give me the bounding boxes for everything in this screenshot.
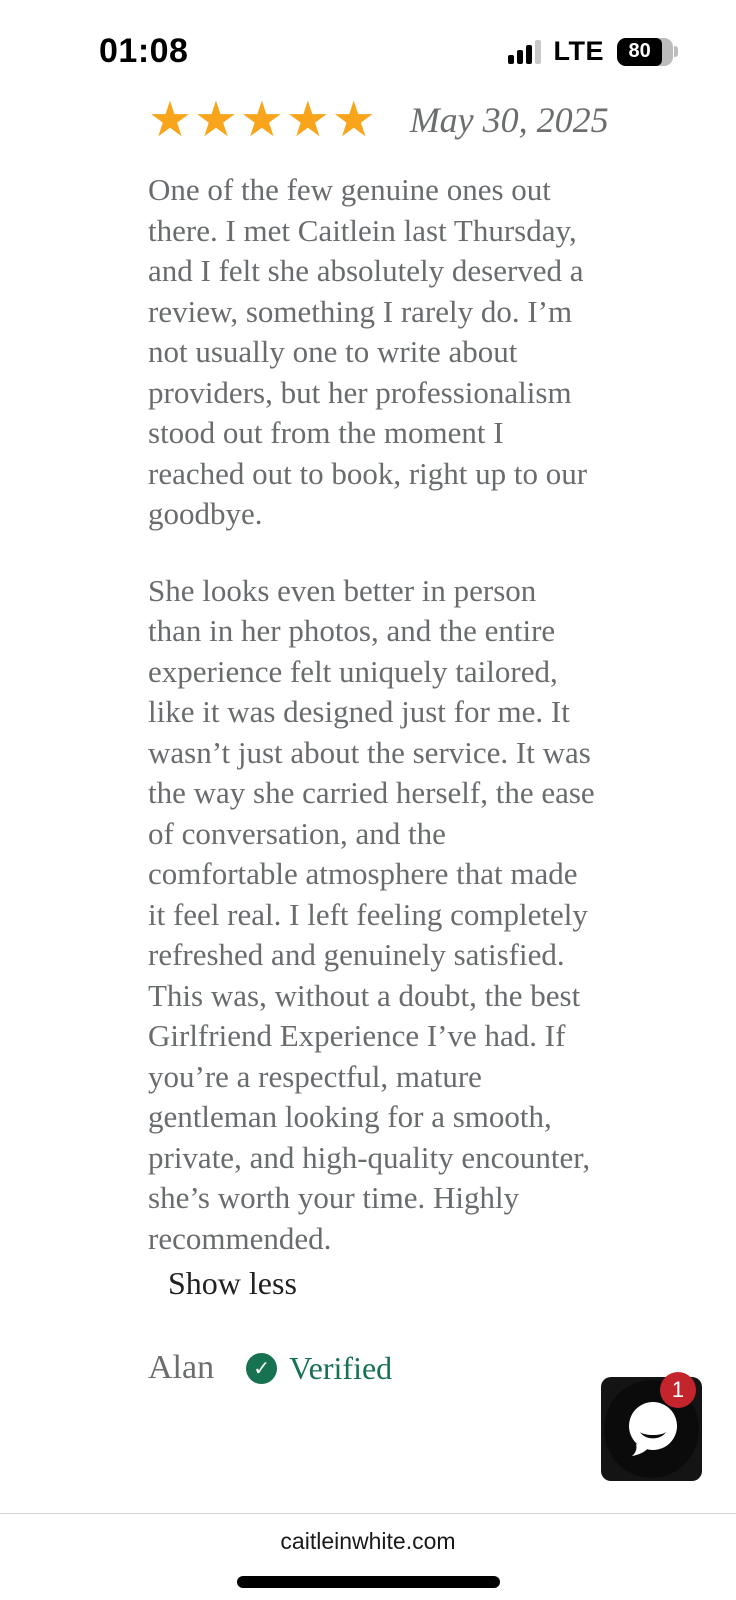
- battery-icon: [617, 38, 678, 66]
- review-paragraph: One of the few genuine ones out there. I met Caitlein last Thursday, and I felt she absolutely deserved a review, something I rarely do. I’m not usually one to write about providers, but her professionalism stood out from the moment I reached out to book, right up to our goodbye.: [148, 172, 588, 531]
- star-icon: ★: [331, 91, 378, 148]
- signal-strength-icon: [508, 40, 541, 64]
- battery-percent-label: 80: [617, 38, 662, 66]
- browser-bottom-bar: [0, 1513, 736, 1600]
- review-author-row: [148, 1349, 596, 1387]
- status-time: 01:08: [99, 32, 189, 70]
- home-indicator[interactable]: [237, 1576, 500, 1588]
- verified-label: Verified: [289, 1349, 393, 1386]
- review-date: May 30, 2025: [409, 100, 609, 140]
- star-icon: ★: [285, 91, 332, 148]
- rating-row: [148, 91, 609, 148]
- chat-widget-button[interactable]: [601, 1377, 702, 1481]
- review-card: [148, 91, 609, 1387]
- author-name: Alan: [148, 1349, 215, 1386]
- star-icon: ★: [239, 91, 286, 148]
- url-bar[interactable]: caitleinwhite.com: [280, 1528, 456, 1554]
- star-icon: ★: [148, 91, 194, 148]
- show-less-link[interactable]: Show less: [168, 1265, 297, 1301]
- network-type-label: LTE: [553, 36, 604, 66]
- star-rating: [148, 91, 378, 148]
- chat-unread-badge: 1: [660, 1372, 696, 1408]
- star-icon: ★: [193, 91, 240, 148]
- review-paragraph: She looks even better in person than in her photos, and the entire experience felt uniquely tailored, like it was designed just for me. It wasn’t just about the service. It was the way she carried herself, the ease of conversation, and the comfortable atmosphere that made it feel real. I left feeling completely refreshed and genuinely satisfied. This was, without a doubt, the best Girlfriend Experience I’ve had. If you’re a respectful, mature gentleman looking for a smooth, private, and high-quality encounter, she’s worth your time. Highly recommended.: [148, 572, 595, 1256]
- status-icons: [508, 36, 679, 67]
- verified-check-icon: ✓: [246, 1353, 277, 1384]
- status-bar: [0, 0, 736, 90]
